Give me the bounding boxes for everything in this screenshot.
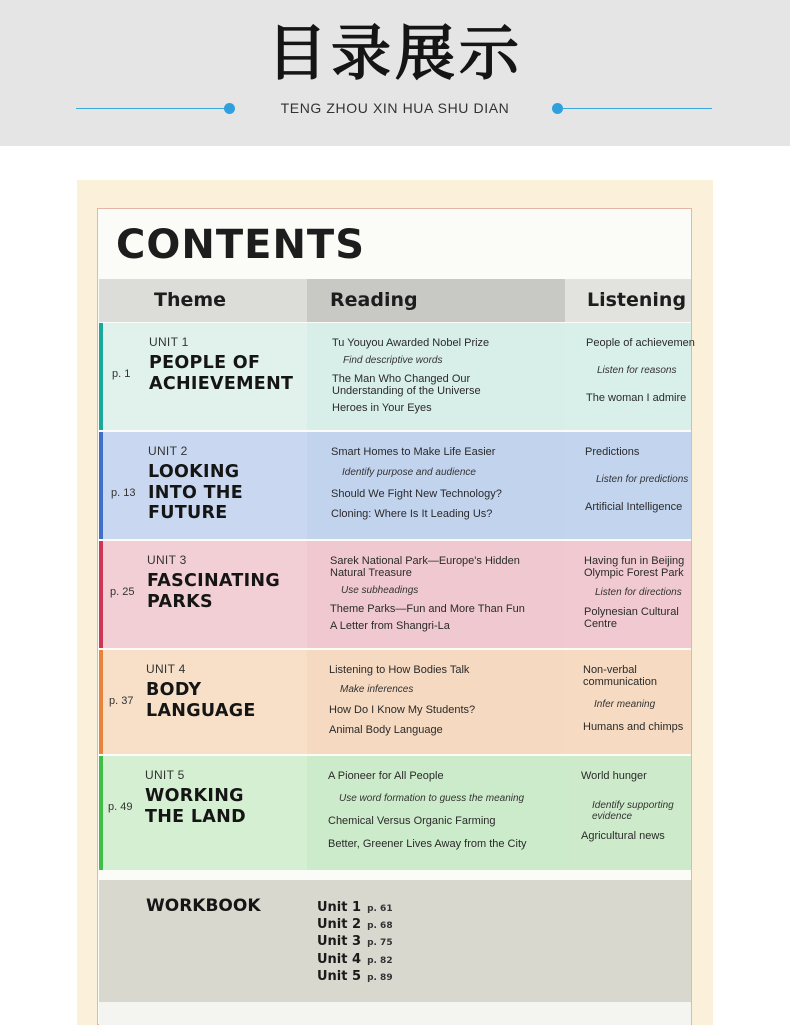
workbook-page: p. 68 [367, 921, 393, 932]
listening-skill: Listen for reasons [597, 364, 677, 376]
unit-accent-bar [99, 541, 103, 648]
workbook-unit: Unit 1 [317, 900, 362, 915]
unit-label: UNIT 2 [148, 444, 188, 458]
workbook-unit: Unit 5 [317, 968, 362, 984]
workbook-unit: Unit 3 [317, 934, 362, 950]
workbook-page: p. 89 [367, 972, 393, 983]
workbook-row [317, 915, 393, 933]
unit-label: UNIT 1 [149, 335, 189, 349]
reading-item: How Do I Know My Students? [329, 704, 476, 716]
unit-title: BODY LANGUAGE [146, 680, 256, 721]
listening-item: Polynesian Cultural Centre [584, 606, 679, 631]
unit-page-number: p. 25 [110, 585, 135, 598]
unit-accent-bar [99, 650, 103, 754]
reading-item: A Pioneer for All People [328, 770, 444, 782]
listening-item: Humans and chimps [583, 721, 684, 734]
reading-item: Listening to How Bodies Talk [329, 664, 470, 676]
reading-item: Smart Homes to Make Life Easier [331, 446, 496, 458]
workbook-page: p. 82 [367, 955, 393, 966]
listening-item: The woman I admire [586, 392, 687, 405]
contents-title: CONTENTS [116, 222, 366, 268]
column-header-listening: Listening [565, 279, 691, 322]
unit-label: UNIT 4 [146, 662, 186, 676]
unit-page-number: p. 49 [108, 800, 133, 813]
listening-item: World hunger [581, 770, 647, 782]
reading-item: Better, Greener Lives Away from the City [328, 837, 527, 850]
listening-skill: Listen for directions [595, 586, 682, 598]
reading-item: Cloning: Where Is It Leading Us? [331, 508, 493, 521]
listening-skill: Listen for predictions [596, 473, 689, 485]
workbook-page: p. 75 [367, 938, 393, 949]
unit-accent-bar [99, 432, 103, 539]
workbook-row [317, 898, 393, 916]
header-subtitle: TENG ZHOU XIN HUA SHU DIAN [280, 100, 510, 116]
unit-accent-bar [99, 756, 103, 870]
listening-skill: Identify supporting evidence [592, 800, 674, 822]
page-bottom-strip [99, 1002, 691, 1025]
header-banner [0, 0, 790, 146]
workbook-row [317, 950, 393, 968]
unit-title: LOOKING INTO THE FUTURE [148, 462, 244, 523]
workbook-page: p. 61 [367, 904, 393, 914]
reading-skill: Use word formation to guess the meaning [339, 792, 525, 804]
listening-item: People of achievemen [586, 337, 695, 349]
reading-item: Animal Body Language [329, 724, 443, 736]
workbook-row [317, 967, 393, 985]
reading-item: Sarek National Park—Europe's Hidden Natural Treasure [330, 555, 520, 579]
workbook-title: WORKBOOK [146, 896, 261, 916]
reading-skill: Find descriptive words [343, 354, 443, 366]
reading-item: Tu Youyou Awarded Nobel Prize [332, 337, 490, 349]
workbook-row [317, 932, 393, 950]
unit-accent-bar [99, 323, 103, 430]
column-header-theme: Theme [99, 279, 307, 322]
unit-label: UNIT 5 [145, 768, 185, 782]
unit-label: UNIT 3 [147, 553, 187, 567]
listening-skill: Infer meaning [594, 698, 656, 710]
listening-item: Non-verbal communication [583, 664, 657, 688]
unit-title: FASCINATING PARKS [147, 571, 281, 612]
unit-title: PEOPLE OF ACHIEVEMENT [149, 353, 294, 394]
listening-item: Artificial Intelligence [585, 501, 683, 514]
unit-page-number: p. 1 [112, 367, 131, 380]
reading-skill: Make inferences [340, 684, 414, 695]
reading-skill: Identify purpose and audience [342, 466, 476, 478]
reading-item: The Man Who Changed Our Understanding of the Universe [332, 372, 481, 397]
reading-skill: Use subheadings [341, 584, 419, 596]
reading-item: Theme Parks—Fun and More Than Fun [330, 602, 525, 615]
unit-title: WORKING THE LAND [145, 786, 246, 827]
reading-item: A Letter from Shangri-La [330, 620, 450, 633]
unit-page-number: p. 37 [109, 694, 134, 707]
column-header-reading: Reading [307, 279, 565, 322]
reading-item: Should We Fight New Technology? [331, 487, 502, 500]
listening-item: Predictions [585, 446, 640, 458]
workbook-unit: Unit 4 [317, 951, 362, 967]
unit-page-number: p. 13 [111, 486, 136, 499]
listening-item: Agricultural news [581, 830, 665, 842]
reading-item: Heroes in Your Eyes [332, 402, 432, 415]
listening-item: Having fun in Beijing Olympic Forest Park [584, 555, 685, 579]
header-title: 目录展示 [267, 19, 523, 89]
workbook-unit: Unit 2 [317, 917, 362, 933]
reading-item: Chemical Versus Organic Farming [328, 815, 496, 827]
